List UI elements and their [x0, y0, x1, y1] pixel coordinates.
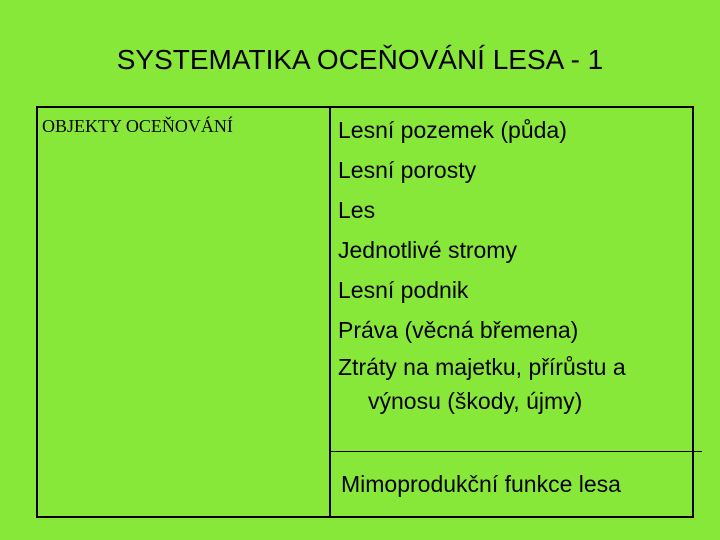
- list-item: Lesní porosty: [338, 157, 477, 183]
- row-divider: [331, 451, 702, 452]
- column-divider: [329, 106, 331, 518]
- list-item: Lesní pozemek (půda): [338, 117, 567, 143]
- list-item: Jednotlivé stromy: [338, 237, 517, 263]
- list-item: Les: [338, 197, 376, 223]
- list-item: Práva (věcná břemena): [338, 317, 579, 343]
- list-item-line: Ztráty na majetku, přírůstu a: [338, 354, 626, 380]
- non-production-functions-cell: Mimoprodukční funkce lesa: [341, 471, 621, 497]
- list-item-wrapped: [338, 350, 626, 418]
- list-item-continuation: výnosu (škody, újmy): [368, 388, 583, 414]
- objects-header-cell: OBJEKTY OCEŇOVÁNÍ: [42, 116, 233, 136]
- valuation-objects-list: [338, 110, 626, 418]
- list-item: Lesní podnik: [338, 277, 469, 303]
- slide-title: SYSTEMATIKA OCEŇOVÁNÍ LESA - 1: [116, 44, 604, 75]
